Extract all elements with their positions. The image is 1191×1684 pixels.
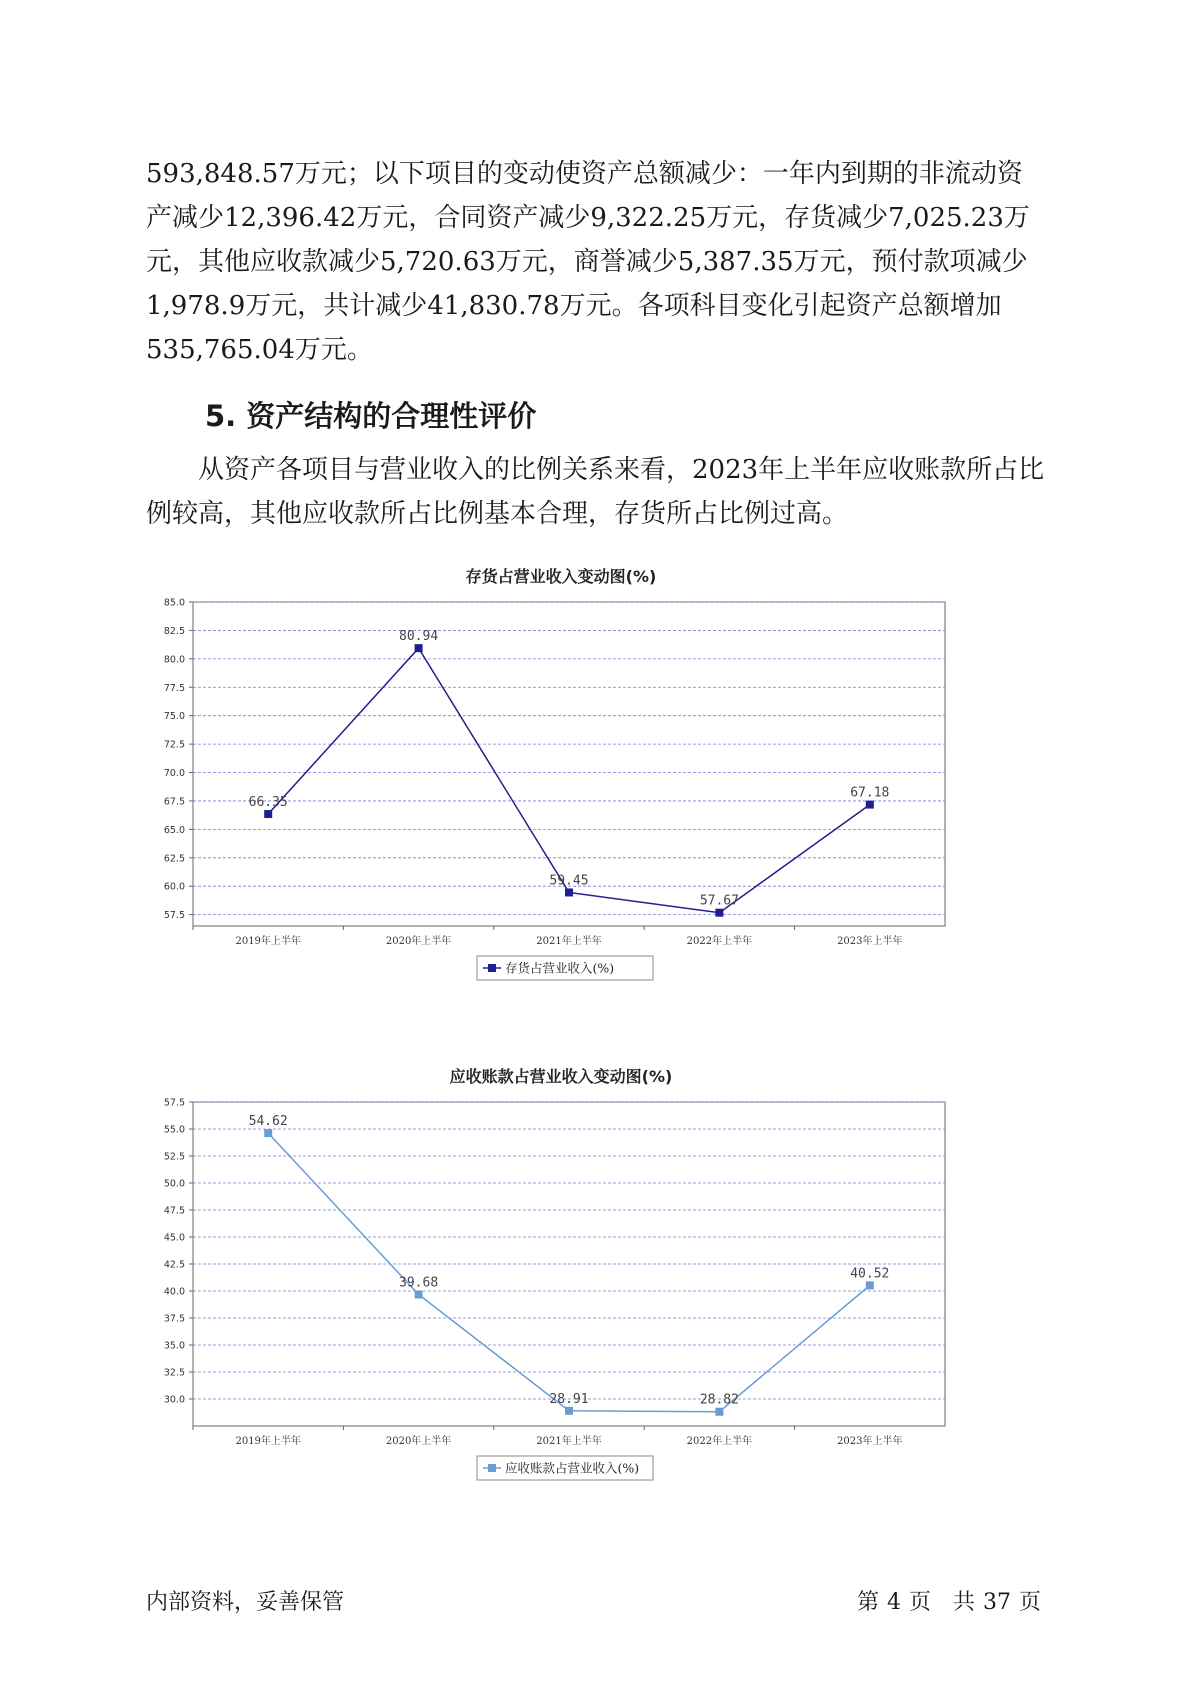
legend-label: 应收账款占营业收入(%) xyxy=(505,1460,640,1476)
data-label: 39.68 xyxy=(399,1275,439,1291)
y-tick-label: 57.5 xyxy=(163,1097,185,1109)
y-tick-label: 70.0 xyxy=(163,768,185,780)
data-point xyxy=(715,1408,723,1416)
y-tick-label: 47.5 xyxy=(163,1205,185,1217)
data-point xyxy=(415,1290,423,1298)
footer-total-num: 37 xyxy=(982,1590,1011,1615)
data-label: 28.82 xyxy=(699,1392,739,1408)
y-tick-label: 52.5 xyxy=(163,1151,185,1163)
legend-label: 存货占营业收入(%) xyxy=(505,960,615,976)
x-tick-label: 2019年上半年 xyxy=(235,936,301,947)
footer-confidential-note: 内部资料，妥善保管 xyxy=(146,1590,345,1615)
x-tick-label: 2021年上半年 xyxy=(536,936,602,947)
y-tick-label: 57.5 xyxy=(163,910,185,922)
data-point xyxy=(415,644,423,652)
data-point xyxy=(866,801,874,809)
x-tick-label: 2019年上半年 xyxy=(235,1436,301,1447)
footer-page-number xyxy=(853,1585,1045,1616)
footer-page-prefix: 第 xyxy=(856,1590,879,1615)
y-tick-label: 35.0 xyxy=(163,1340,185,1352)
data-label: 54.62 xyxy=(248,1114,288,1130)
data-point xyxy=(264,810,272,818)
x-tick-label: 2020年上半年 xyxy=(385,1436,452,1447)
data-label: 80.94 xyxy=(399,629,439,645)
y-tick-label: 55.0 xyxy=(163,1124,185,1136)
y-tick-label: 62.5 xyxy=(163,853,185,865)
data-point xyxy=(264,1129,272,1137)
data-label: 59.45 xyxy=(549,873,589,889)
inventory-ratio-chart xyxy=(140,560,1040,1020)
data-point xyxy=(565,1407,573,1415)
data-point xyxy=(866,1281,874,1289)
y-tick-label: 72.5 xyxy=(163,739,185,751)
y-tick-label: 67.5 xyxy=(163,796,185,808)
data-point xyxy=(565,888,573,896)
paragraph-asset-structure: 从资产各项目与营业收入的比例关系来看，2023年上半年应收账款所占比例较高，其他应收款所占比例基本合理，存货所占比例过高。 xyxy=(146,455,1045,529)
y-tick-label: 77.5 xyxy=(163,682,185,694)
y-tick-label: 60.0 xyxy=(163,881,185,893)
chart-title: 存货占营业收入变动图(%) xyxy=(465,567,657,586)
receivables-ratio-chart-svg xyxy=(140,1060,1040,1530)
x-tick-label: 2022年上半年 xyxy=(686,1436,753,1447)
y-tick-label: 40.0 xyxy=(163,1286,185,1298)
data-label: 67.18 xyxy=(850,785,890,801)
x-tick-label: 2023年上半年 xyxy=(837,1436,903,1447)
x-tick-label: 2021年上半年 xyxy=(536,1436,602,1447)
data-label: 40.52 xyxy=(850,1266,890,1282)
footer-total-prefix: 共 xyxy=(952,1590,975,1615)
y-tick-label: 50.0 xyxy=(163,1178,185,1190)
y-tick-label: 82.5 xyxy=(163,625,185,637)
y-tick-label: 42.5 xyxy=(163,1259,185,1271)
footer-page-num: 4 xyxy=(886,1590,901,1615)
y-tick-label: 30.0 xyxy=(163,1394,185,1406)
y-tick-label: 65.0 xyxy=(163,824,185,836)
x-tick-label: 2020年上半年 xyxy=(385,936,452,947)
section-heading: 5. 资产结构的合理性评价 xyxy=(205,399,537,433)
data-label: 57.67 xyxy=(699,893,739,909)
y-tick-label: 85.0 xyxy=(163,597,185,609)
y-tick-label: 37.5 xyxy=(163,1313,185,1325)
x-tick-label: 2023年上半年 xyxy=(837,936,903,947)
data-point xyxy=(715,909,723,917)
receivables-ratio-chart xyxy=(140,1060,1040,1530)
paragraph-asset-changes: 593,848.57万元；以下项目的变动使资产总额减少：一年内到期的非流动资产减少12,396.42万元，合同资产减少9,322.25万元，存货减少7,025.23万元，其他应收款减少5,720.63万元，商誉减少5,387.35万元，预付款项减少1,978.9万元，共计减少41,830.78万元。各项科目变化引起资产总额增加535,765.04万元。 xyxy=(146,159,1030,365)
chart-title: 应收账款占营业收入变动图(%) xyxy=(449,1067,673,1086)
data-label: 28.91 xyxy=(549,1391,589,1407)
legend-marker xyxy=(488,1464,496,1472)
y-tick-label: 75.0 xyxy=(163,711,185,723)
x-tick-label: 2022年上半年 xyxy=(686,936,753,947)
footer-page-mid: 页 xyxy=(908,1590,931,1615)
footer-total-suffix: 页 xyxy=(1018,1590,1041,1615)
y-tick-label: 32.5 xyxy=(163,1367,185,1379)
y-tick-label: 80.0 xyxy=(163,654,185,666)
inventory-ratio-chart-svg xyxy=(140,560,1040,1020)
data-label: 66.35 xyxy=(248,795,288,811)
y-tick-label: 45.0 xyxy=(163,1232,185,1244)
legend-marker xyxy=(488,964,496,972)
